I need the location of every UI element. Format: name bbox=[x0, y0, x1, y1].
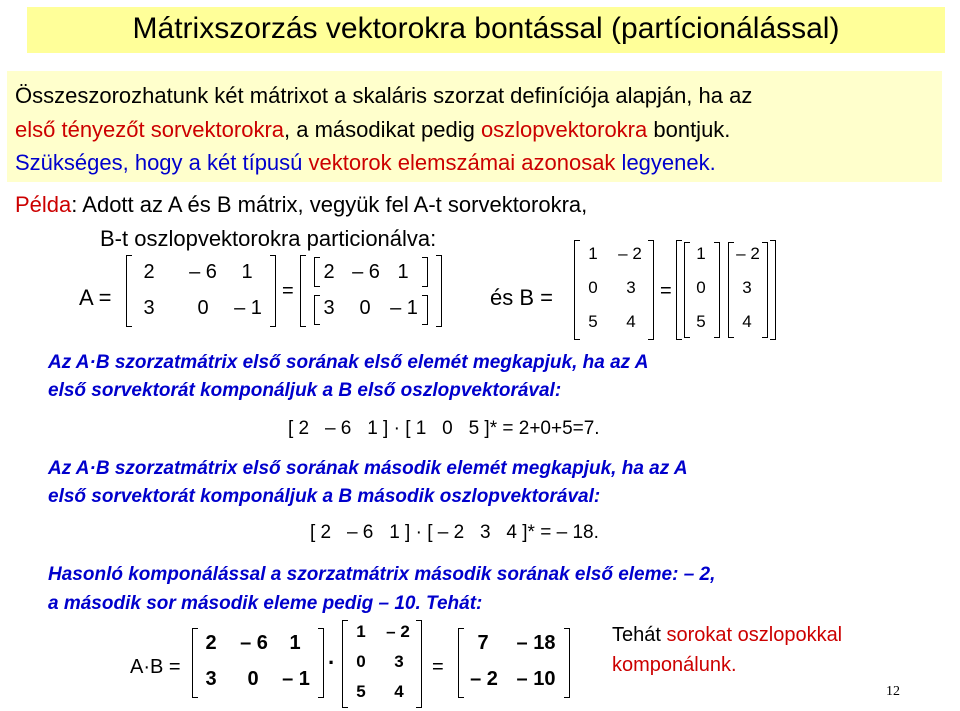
step2-calc: [ 2 – 6 1 ] · [ – 2 3 4 ]* = – 18. bbox=[310, 522, 599, 543]
matrix-cell: – 6 bbox=[240, 632, 268, 654]
matrix-cell: 5 bbox=[356, 682, 366, 701]
matrix-cell: 1 bbox=[397, 261, 409, 283]
note-highlight: sorokat oszlopokkal bbox=[666, 624, 843, 646]
bracket-left bbox=[300, 255, 306, 327]
matrix-cell: 5 bbox=[588, 312, 598, 331]
matrix-cell: 4 bbox=[394, 682, 404, 701]
intro-line-3 bbox=[15, 150, 716, 176]
intro-highlight-rows: sorvektorokra bbox=[150, 117, 285, 142]
matrix-cell: – 10 bbox=[516, 668, 556, 690]
matrix-cell: 1 bbox=[241, 261, 253, 283]
matrix-cell: 0 bbox=[247, 668, 259, 690]
title-bar bbox=[27, 7, 945, 53]
intro-line-1: Összeszorozhatunk két mátrixot a skaláris szorzat definíciója alapján, ha az bbox=[15, 83, 753, 108]
intro-text: bontjuk. bbox=[647, 117, 731, 142]
intro-highlight-cols: oszlopvektorokra bbox=[480, 117, 648, 142]
step1-line-1: Az A·B szorzatmátrix első sorának első elemét megkapjuk, ha az A bbox=[48, 352, 649, 373]
intro-text: , a másodikat pedig bbox=[284, 117, 481, 142]
bracket-right bbox=[318, 628, 324, 698]
example-line-1 bbox=[15, 192, 587, 218]
matrix-cell: 3 bbox=[323, 297, 335, 319]
matrix-cell: – 2 bbox=[386, 622, 410, 641]
bracket-right bbox=[436, 255, 442, 327]
bracket-left bbox=[126, 255, 132, 327]
matrix-cell: – 6 bbox=[189, 261, 217, 283]
matrix-cell: – 6 bbox=[352, 261, 380, 283]
intro-text: legyenek. bbox=[615, 150, 716, 175]
matrix-cell: 2 bbox=[143, 261, 155, 283]
matrix-cell: 3 bbox=[626, 278, 636, 297]
example-text: : Adott az A és B mátrix, vegyük fel A-t sorvektorokra, bbox=[71, 192, 588, 217]
matrix-cell: – 1 bbox=[234, 297, 262, 319]
intro-text: Szükséges, hogy a két típusú bbox=[15, 150, 309, 175]
step3-line-1: Hasonló komponálással a szorzatmátrix második sorának első eleme: – 2, bbox=[48, 564, 716, 585]
note-line-2: komponálunk. bbox=[612, 654, 737, 676]
page-number: 12 bbox=[886, 684, 900, 699]
bracket-left bbox=[676, 240, 682, 340]
note-text: Tehát bbox=[612, 624, 667, 646]
example-line-2: B-t oszlopvektorokra particionálva: bbox=[100, 226, 437, 251]
matrix-cell: 7 bbox=[477, 632, 489, 654]
intro-highlight-count: vektorok elemszámai azonosak bbox=[308, 150, 616, 175]
matrix-product bbox=[458, 628, 570, 698]
step3-line-2: a második sor második eleme pedig – 10. Tehát: bbox=[48, 593, 483, 614]
matrix-a bbox=[126, 255, 276, 327]
equals-sign: = bbox=[282, 280, 294, 302]
example-label: Példa bbox=[15, 192, 72, 217]
matrix-cell: 2 bbox=[205, 632, 217, 654]
matrix-cell: – 1 bbox=[390, 297, 418, 319]
matrix-cell: 3 bbox=[205, 668, 217, 690]
bracket-right bbox=[770, 240, 776, 340]
matrix-cell: 1 bbox=[356, 622, 366, 641]
matrix-cell: 3 bbox=[143, 297, 155, 319]
matrix-cell: 4 bbox=[626, 312, 636, 331]
matrix-cell: 4 bbox=[742, 312, 752, 331]
step2-line-2: első sorvektorát komponáljuk a B második oszlopvektorával: bbox=[48, 486, 601, 507]
matrix-b-cols bbox=[676, 240, 776, 340]
product-label: A·B = bbox=[130, 656, 181, 678]
matrix-cell: 1 bbox=[696, 244, 706, 263]
equals-sign: = bbox=[432, 656, 444, 678]
matrix-cell: 2 bbox=[323, 261, 335, 283]
matrix-cell: 0 bbox=[588, 278, 598, 297]
matrix-cell: 5 bbox=[696, 312, 706, 331]
row-bracket-right bbox=[422, 257, 428, 287]
matrix-cell: 0 bbox=[359, 297, 371, 319]
matrix-a-rows bbox=[300, 255, 442, 327]
matrix-cell: 1 bbox=[588, 244, 598, 263]
matrix-cell: – 2 bbox=[470, 668, 498, 690]
step1-calc: [ 2 – 6 1 ] · [ 1 0 5 ]* = 2+0+5=7. bbox=[288, 418, 600, 439]
matrix-cell: 1 bbox=[289, 632, 301, 654]
equals-sign: = bbox=[660, 280, 672, 302]
matrix-a-label: A = bbox=[79, 285, 112, 310]
matrix-cell: 3 bbox=[742, 278, 752, 297]
step2-line-1: Az A·B szorzatmátrix első sorának második elemét megkapjuk, ha az A bbox=[48, 458, 688, 479]
matrix-b-label: és B = bbox=[490, 285, 553, 310]
intro-line-2 bbox=[15, 117, 730, 143]
bracket-right bbox=[270, 255, 276, 327]
matrix-cell: 0 bbox=[356, 652, 366, 671]
page-title: Mátrixszorzás vektorokra bontással (partícionálással) bbox=[132, 12, 840, 45]
matrix-b bbox=[574, 240, 654, 340]
step1-line-2: első sorvektorát komponáljuk a B első oszlopvektorával: bbox=[48, 380, 562, 401]
matrix-cell: – 2 bbox=[618, 244, 642, 263]
matrix-cell: 0 bbox=[197, 297, 209, 319]
intro-text: első tényezőt bbox=[15, 117, 151, 142]
matrix-cell: – 1 bbox=[282, 668, 310, 690]
matrix-cell: – 18 bbox=[516, 632, 556, 654]
matrix-cell: – 2 bbox=[736, 244, 760, 263]
dot-operator: · bbox=[328, 650, 336, 675]
note-line-1 bbox=[612, 624, 842, 647]
bracket-right bbox=[564, 628, 570, 698]
matrix-cell: 3 bbox=[394, 652, 404, 671]
matrix-b-result bbox=[342, 620, 422, 708]
matrix-cell: 0 bbox=[696, 278, 706, 297]
matrix-a-result bbox=[192, 628, 324, 698]
